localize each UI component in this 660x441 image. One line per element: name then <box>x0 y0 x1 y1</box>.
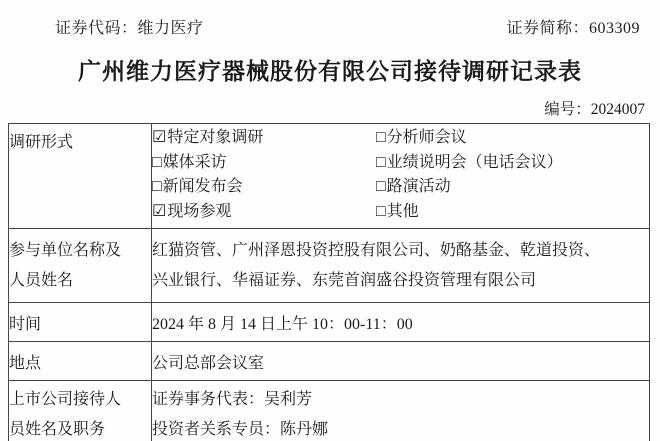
table-row-participants <box>9 229 650 303</box>
participants-line2: 兴业银行、华福证券、东莞首润盛谷投资管理有限公司 <box>152 271 537 289</box>
checkbox-grid <box>152 124 649 224</box>
checkbox-label: 现场参观 <box>167 202 232 220</box>
receiver-line2: 投资者关系专员：陈丹娜 <box>152 421 329 438</box>
checkbox-label: 业绩说明会（电话会议） <box>386 153 563 171</box>
receiver-line1: 证券事务代表：吴利芳 <box>152 391 313 408</box>
table-row-location <box>9 342 650 381</box>
checkbox-option <box>152 151 376 176</box>
stock-abbr-text: 证券简称：603309 <box>506 20 640 37</box>
checkbox-unchecked-icon: □ <box>152 178 162 195</box>
checkbox-label: 特定对象调研 <box>167 129 264 146</box>
checkbox-label: 路演活动 <box>386 178 451 195</box>
table-row-receivers <box>9 381 650 441</box>
checkbox-option <box>376 151 649 176</box>
participants-label-line2: 人员姓名 <box>9 271 74 289</box>
checkbox-option <box>152 126 376 151</box>
checkbox-option <box>152 175 376 200</box>
stock-info-row <box>55 15 640 38</box>
checkbox-unchecked-icon: □ <box>376 153 386 171</box>
row-label-receivers <box>9 381 152 441</box>
stock-code-text: 证券代码：维力医疗 <box>55 20 204 37</box>
participants-label-line1: 参与单位名称及 <box>9 241 122 259</box>
time-value: 2024 年 8 月 14 日上午 10：00-11：00 <box>152 303 650 342</box>
location-value: 公司总部会议室 <box>152 342 650 381</box>
research-form-options-cell <box>152 124 650 229</box>
research-record-table <box>8 123 650 441</box>
document-number: 编号：2024007 <box>544 101 645 118</box>
receivers-label-line1: 上市公司接待人 <box>9 391 122 408</box>
row-label-time: 时间 <box>9 303 152 342</box>
checkbox-label: 新闻发布会 <box>162 178 243 195</box>
row-label-participants <box>9 229 152 303</box>
checkbox-unchecked-icon: □ <box>376 129 386 146</box>
checkbox-option <box>376 200 649 225</box>
receivers-value-cell <box>152 381 650 441</box>
checkbox-option <box>152 200 376 225</box>
checkbox-option <box>376 175 649 200</box>
row-label-location: 地点 <box>9 342 152 381</box>
checkbox-unchecked-icon: □ <box>376 202 386 220</box>
participants-value-cell <box>152 229 650 303</box>
checkbox-unchecked-icon: □ <box>152 153 162 171</box>
participants-line1: 红猫资管、广州泽恩投资控股有限公司、奶酪基金、乾道投资、 <box>152 241 601 259</box>
receivers-label-line2: 员姓名及职务 <box>9 421 106 438</box>
table-row-research-form <box>9 124 650 229</box>
checkbox-checked-icon: ☑ <box>152 129 167 146</box>
checkbox-option <box>376 126 649 151</box>
checkbox-unchecked-icon: □ <box>376 178 386 195</box>
checkbox-checked-icon: ☑ <box>152 202 167 220</box>
page-title: 广州维力医疗器械股份有限公司接待调研记录表 <box>78 59 582 84</box>
checkbox-label: 媒体采访 <box>162 153 227 171</box>
checkbox-label: 其他 <box>386 202 419 220</box>
table-row-time <box>9 303 650 342</box>
row-label-research-form: 调研形式 <box>9 124 152 229</box>
checkbox-label: 分析师会议 <box>386 129 467 146</box>
